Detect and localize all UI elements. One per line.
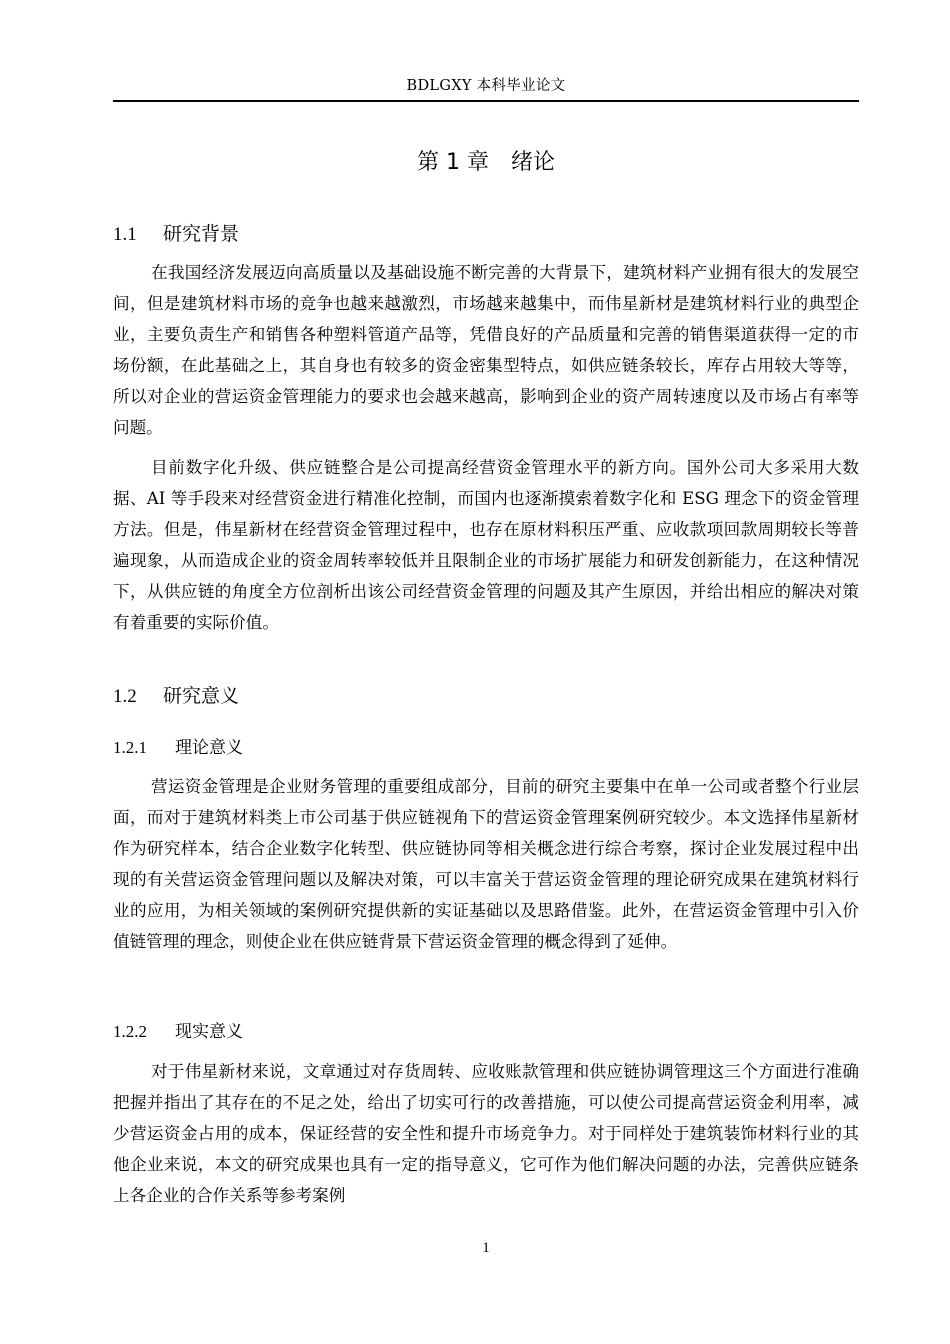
chapter-heading [113, 148, 859, 178]
chapter-title: 绪论 [510, 150, 555, 175]
section-title: 研究背景 [163, 223, 240, 245]
subsection-title: 现实意义 [175, 1022, 243, 1042]
subsection-heading-1-2-1 [113, 736, 243, 760]
page-number: 1 [482, 1240, 490, 1256]
paragraph-practical-significance: 对于伟星新材来说，文章通过对存货周转、应收账款管理和供应链协调管理这三个方面进行准确把握并指出了其存在的不足之处，给出了切实可行的改善措施，可以使公司提高营运资金利用率，减少营运资金占用的成本，保证经营的安全性和提升市场竞争力。对于同样处于建筑装饰材料行业的其他企业来说，本文的研究成果也具有一定的指导意义，它可作为他们解决问题的办法，完善供应链条上各企业的合作关系等参考案例 [113, 1062, 859, 1205]
section-number: 1.2 [113, 686, 137, 707]
paragraph-background-2: 目前数字化升级、供应链整合是公司提高经营资金管理水平的新方向。国外公司大多采用大数据、AI 等手段来对经营资金进行精准化控制，而国内也逐渐摸索着数字化和 ESG 理念下的资金管理方法。但是，伟星新材在经营资金管理过程中，也存在原材料积压严重、应收款项回款周期较长等普遍现象，从而造成企业的资金周转率较低并且限制企业的市场扩展能力和研发创新能力，在这种情况下，从供应链的角度全方位剖析出该公司经营资金管理的问题及其产生原因，并给出相应的解决对策有着重要的实际价值。 [113, 458, 859, 632]
section-heading-1-1 [113, 221, 239, 248]
paragraph-theoretical-significance: 营运资金管理是企业财务管理的重要组成部分，目前的研究主要集中在单一公司或者整个行业层面，而对于建筑材料类上市公司基于供应链视角下的营运资金管理案例研究较少。本文选择伟星新材作为研究样本，结合企业数字化转型、供应链协同等相关概念进行综合考察，探讨企业发展过程中出现的有关营运资金管理问题以及解决对策，可以丰富关于营运资金管理的理论研究成果在建筑材料行业的应用，为相关领域的案例研究提供新的实证基础以及思路借鉴。此外，在营运资金管理中引入价值链管理的理念，则使企业在供应链背景下营运资金管理的概念得到了延伸。 [113, 777, 859, 951]
section-number: 1.1 [113, 224, 137, 245]
subsection-title: 理论意义 [175, 738, 243, 758]
subsection-number: 1.2.1 [113, 738, 147, 757]
paragraph-background-1: 在我国经济发展迈向高质量以及基础设施不断完善的大背景下，建筑材料产业拥有很大的发展空间，但是建筑材料市场的竞争也越来越激烈，市场越来越集中，而伟星新材是建筑材料行业的典型企业，主要负责生产和销售各种塑料管道产品等，凭借良好的产品质量和完善的销售渠道获得一定的市场份额，在此基础之上，其自身也有较多的资金密集型特点，如供应链条较长，库存占用较大等等，所以对企业的营运资金管理能力的要求也会越来越高，影响到企业的资产周转速度以及市场占有率等问题。 [113, 263, 859, 437]
header-rule [113, 100, 859, 102]
subsection-heading-1-2-2 [113, 1020, 243, 1044]
section-title: 研究意义 [163, 685, 240, 707]
chapter-number: 第 1 章 [417, 150, 489, 175]
running-header: BDLGXY 本科毕业论文 [406, 78, 566, 94]
section-heading-1-2 [113, 683, 239, 710]
subsection-number: 1.2.2 [113, 1022, 147, 1041]
